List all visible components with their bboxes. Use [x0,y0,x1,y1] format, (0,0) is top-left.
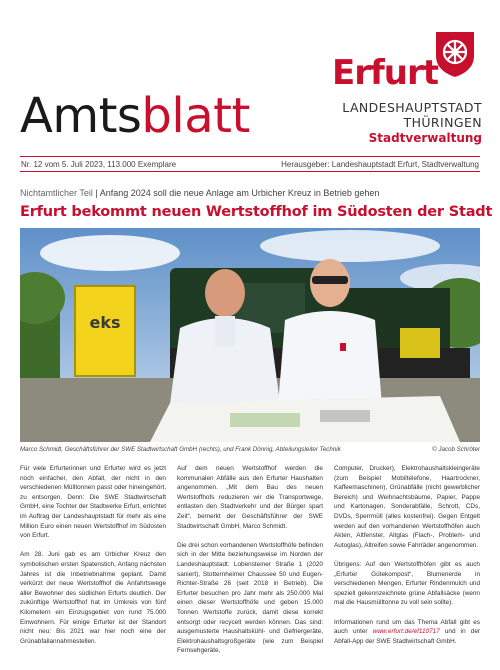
logo-line-1: LANDESHAUPTSTADT [342,100,482,115]
article-kicker [20,188,379,198]
masthead-part-2: blatt [141,88,250,144]
kicker-text: Anfang 2024 soll die neue Anlage am Urbicher Kreuz in Betrieb gehen [99,188,380,198]
paragraph: Am 28. Juni gab es am Urbicher Kreuz den symbolischen ersten Spatenstich, Anfang nächsten Jahres ist die Inbetriebnahme geplant. Damit verkürzt der neue Wertstoffhof die Anfahrtswege aller Bewohner des südlichen Erfurts deutlich. Der zukünftige Wertstoffhof hat im Umkreis von fünf Kilometern ein Einzugsgebiet von rund 75.000 Einwohnern. Für einige Erfurter ist der Standort nicht neu: Bis 2021 war hier noch eine der Grünabfallannahmestellen. [20,551,166,645]
erfurt-logo [332,30,482,145]
logo-line-3: Stadtverwaltung [368,131,482,145]
publisher-info: Herausgeber: Landeshauptstadt Erfurt, Stadtverwaltung [281,159,479,169]
kicker-tag: Nichtamtlicher Teil [20,188,93,198]
kicker-separator: | [92,188,100,198]
issue-bar [20,156,480,172]
info-text-end: und in der Abfall-App der SWE Stadtwirtschaft GmbH. [334,628,481,645]
logo-city-name: Erfurt [332,53,439,93]
info-link[interactable]: www.erfurt.de/ef110717 [372,628,440,636]
article-headline: Erfurt bekommt neuen Wertstoffhof im Südosten der Stadt [20,204,493,220]
photo-caption [20,446,480,453]
article-column-2 [177,464,323,664]
photo-credit: © Jacob Schröter [432,446,480,453]
paragraph [334,618,480,647]
paragraph: Computer, Drucker), Elektrohaushaltskleingeräte (zum Beispiel Mobiltelefone, Haartrockner, Kaffeemaschinen), Grünabfälle (nicht gewerblicher Bereich) und Weihnachtsbäume, Papier, Pappe und Kartonagen, Sonderabfälle, Schrott, CDs, DVDs, Sperrmüll (alles kostenfrei). Gegen Entgelt werden auf den vorhandenen Wertstoffhöfen auch Akten, Altfenster, Altglas (Flach-, Problem- und Autoglas), Altreifen sowie Fahrräder angenommen. [334,465,480,549]
masthead-part-1: Amts [20,88,142,144]
article-column-1 [20,464,166,664]
paragraph: Übrigens: Auf den Wertstoffhöfen gibt es auch „Erfurter Gütekompost“, Blumenerde in verschiedenen Mengen, Erfurter Rindenmulch und speziell gekennzeichnete grüne Abfallsäcke (wenn mal die Hausmülltonne zu voll sein sollte). [334,560,480,607]
article-body [20,464,480,664]
paragraph: Die drei schon vorhandenen Wertstoffhöfe befinden sich in der Mitte beziehungsweise im Norden der Landeshauptstadt: Lobensteiner Straße 1 (2020 saniert), Stotternheimer Chaussee 50 und Eugen-Richter-Straße 26 (seit 2018 in Betrieb). Die Erfurter besuchen pro Jahr mehr als 250.000 Mal einen dieser Wertstoffhöfe und geben 15.000 Tonnen Wertstoffe zurück, damit diese korrekt entsorgt oder recycelt werden können. Das sind: ausgemusterte Haushaltskühl- und Gefriergeräte, Elektrohaushaltsgroßgeräte (wie zum Beispiel Fernsehgeräte, [177,541,323,655]
masthead-title [20,88,250,144]
sign-text: eks [89,313,121,332]
paragraph: Auf dem neuen Wertstoffhof werden die kommunalen Abfälle aus den Erfurter Haushalten angenommen. „Mit dem Bau des neuen Wertstoffhofs reduzieren wir die Transportwege, entlasten den Stadtverkehr und der Bürger spart Zeit“, bemerkt der Geschäftsführer der SWE Stadtwirtschaft GmbH, Marco Schmidt. [177,465,323,530]
logo-line-2: THÜRINGEN [403,115,482,130]
paragraph: Für viele Erfurterinnen und Erfurter wird es jetzt noch einfacher, den Abfall, der nicht in den verschiedenen Mülltonnen passt oder hineingehört, zu entsorgen. Denn: Die SWE Stadtwirtschaft GmbH, eine Tochter der Stadtwerke Erfurt, errichtet im Auftrag der Landeshauptstadt für mehr als eine Million Euro einen neuen Wertstoffhof im Südosten von Erfurt. [20,465,166,540]
article-column-3 [334,464,480,664]
article-photo [20,228,480,442]
caption-text: Marco Schmidt, Geschäftsführer der SWE Stadtwirtschaft GmbH (rechts), und Frank Dönnig, Abteilungsleiter Technik [20,446,341,453]
erfurt-wheel-shield-icon [434,30,476,78]
info-text: Informationen rund um das Thema Abfall gibt es auch unter [334,618,480,636]
issue-info: Nr. 12 vom 5. Juli 2023, 113.000 Exemplare [21,159,177,169]
